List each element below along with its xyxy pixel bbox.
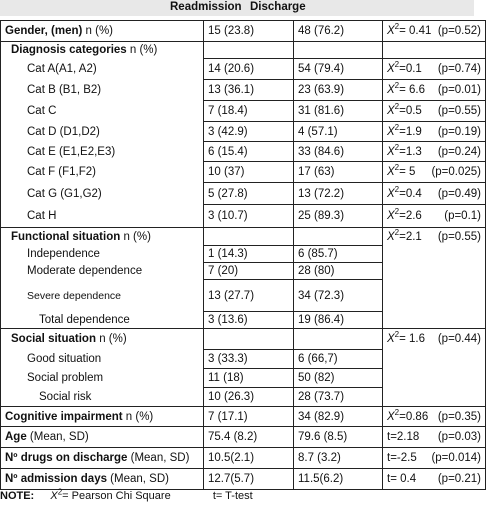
test-cell xyxy=(383,21,486,42)
readmission-cell: 3 (10.7) xyxy=(204,205,294,228)
row-unit: n (%) xyxy=(96,333,127,346)
row-label: Cat B (B1, B2) xyxy=(1,80,204,101)
readmission-cell: 15 (23.8) xyxy=(204,21,294,42)
table-row xyxy=(1,407,486,427)
test-cell xyxy=(383,122,486,142)
readmission-cell: 10 (26.3) xyxy=(204,388,294,407)
p-value: (p=0.01) xyxy=(437,84,481,96)
readmission-cell: 13 (36.1) xyxy=(204,80,294,101)
discharge-cell: 48 (76.2) xyxy=(294,21,383,42)
t-note-text: t= T-test xyxy=(212,490,253,502)
row-unit: (Mean, SD) xyxy=(127,452,190,464)
chi-symbol: X xyxy=(387,125,395,138)
readmission-cell: 3 (33.3) xyxy=(204,350,294,369)
table-row xyxy=(1,263,486,280)
test-cell xyxy=(383,329,486,350)
row-label: Total dependence xyxy=(1,312,204,329)
results-table xyxy=(0,20,486,490)
row-label: Functional situation xyxy=(11,230,121,243)
table-row xyxy=(1,42,486,59)
readmission-cell: 1 (14.3) xyxy=(204,246,294,263)
row-unit: n (%) xyxy=(82,25,113,37)
table-row xyxy=(1,101,486,122)
test-cell xyxy=(383,469,486,490)
test-value: $^2$=1.9 xyxy=(394,122,422,138)
test-value: t= 0.4 xyxy=(387,473,417,485)
chi-superscript: 2 xyxy=(394,207,400,217)
p-value: (p=0.49) xyxy=(437,187,481,200)
note-label: NOTE: xyxy=(0,490,35,502)
p-value: (p=0.55) xyxy=(437,230,481,243)
readmission-cell: 11 (18) xyxy=(204,369,294,388)
row-label: Severe dependence xyxy=(1,280,204,312)
row-label: Cat H xyxy=(1,205,204,228)
chi-symbol: X xyxy=(387,145,395,158)
table-row xyxy=(1,142,486,162)
p-value: (p=0.44) xyxy=(437,333,481,346)
table-row xyxy=(1,205,486,228)
table-row xyxy=(1,246,486,263)
test-value: $^2$= 1.6 xyxy=(394,330,426,346)
row-label: Cognitive impairment xyxy=(5,410,123,423)
chi-symbol: X xyxy=(387,166,395,178)
row-label: Cat F (F1,F2) xyxy=(1,162,204,183)
test-cell xyxy=(383,407,486,427)
table-row xyxy=(1,122,486,142)
test-cell xyxy=(383,448,486,469)
p-value: (p=0.74) xyxy=(437,63,481,75)
row-label: Social situation xyxy=(11,333,96,346)
test-value: $^2$=0.4 xyxy=(394,184,422,200)
chi-superscript: 2 xyxy=(394,184,400,194)
table-row xyxy=(1,350,486,369)
p-value: (p=0.025) xyxy=(431,166,481,178)
table-row xyxy=(1,280,486,312)
discharge-cell: 34 (82.9) xyxy=(294,407,383,427)
readmission-cell: 12.7(5.7) xyxy=(204,469,294,490)
discharge-cell: 13 (72.2) xyxy=(294,183,383,205)
discharge-cell: 79.6 (8.5) xyxy=(294,427,383,448)
row-label: Cat C xyxy=(1,101,204,122)
p-value: (p=0.21) xyxy=(437,473,481,485)
discharge-cell: 31 (81.6) xyxy=(294,101,383,122)
discharge-cell: 8.7 (3.2) xyxy=(294,448,383,469)
readmission-cell: 6 (15.4) xyxy=(204,142,294,162)
discharge-cell: 17 (63) xyxy=(294,162,383,183)
chi-symbol: X xyxy=(387,410,395,423)
chi-superscript: 2 xyxy=(57,487,63,497)
test-value: $^2$= 5 xyxy=(394,163,416,178)
chi-superscript: 2 xyxy=(394,227,400,237)
test-cell xyxy=(383,228,486,246)
p-value: (p=0.52) xyxy=(437,25,481,37)
table-row xyxy=(1,162,486,183)
discharge-cell: 25 (89.3) xyxy=(294,205,383,228)
table-row xyxy=(1,59,486,80)
table-header xyxy=(0,0,474,16)
row-label: Cat E (E1,E2,E3) xyxy=(1,142,204,162)
readmission-cell: 7 (17.1) xyxy=(204,407,294,427)
discharge-cell: 33 (84.6) xyxy=(294,142,383,162)
chi-superscript: 2 xyxy=(394,142,400,152)
table-row xyxy=(1,369,486,388)
test-value: $^2$=2.1 xyxy=(394,227,422,243)
row-unit: n (%) xyxy=(120,230,151,243)
p-value: (p=0.55) xyxy=(437,105,481,117)
discharge-cell: 54 (79.4) xyxy=(294,59,383,80)
test-value: $^2$=0.1 xyxy=(394,60,422,75)
row-unit: (Mean, SD) xyxy=(26,431,89,443)
chi-symbol: X xyxy=(50,490,58,502)
test-value: $^2$=0.86 xyxy=(394,407,429,423)
p-value: (p=0.35) xyxy=(437,410,481,423)
table-row xyxy=(1,228,486,246)
chi-symbol: X xyxy=(387,25,395,37)
row-unit: (Mean, SD) xyxy=(106,473,169,485)
test-value: $^2$=2.6 xyxy=(394,207,422,222)
row-label: Social problem xyxy=(1,369,204,388)
p-value: (p=0.03) xyxy=(437,431,481,443)
row-label: Cat A(A1, A2) xyxy=(1,59,204,80)
chi-symbol: X xyxy=(387,230,395,243)
chi-symbol: X xyxy=(387,105,395,117)
discharge-cell: 50 (82) xyxy=(294,369,383,388)
readmission-cell: 10.5(2.1) xyxy=(204,448,294,469)
chi-superscript: 2 xyxy=(394,22,400,32)
discharge-cell: 34 (72.3) xyxy=(294,280,383,312)
readmission-cell: 13 (27.7) xyxy=(204,280,294,312)
chi-superscript: 2 xyxy=(394,102,400,112)
test-cell xyxy=(383,205,486,228)
chi-symbol: X xyxy=(387,333,395,346)
test-cell xyxy=(383,162,486,183)
row-label: Diagnosis categories xyxy=(11,44,127,57)
chi-superscript: 2 xyxy=(394,81,400,91)
test-value: $^2$= 0.41 xyxy=(394,22,432,37)
discharge-cell: 28 (73.7) xyxy=(294,388,383,407)
test-cell xyxy=(383,183,486,205)
table-row xyxy=(1,312,486,329)
test-cell xyxy=(383,142,486,162)
readmission-cell: 3 (13.6) xyxy=(204,312,294,329)
readmission-cell: 75.4 (8.2) xyxy=(204,427,294,448)
chi-superscript: 2 xyxy=(394,163,400,173)
row-label: Moderate dependence xyxy=(1,263,204,280)
test-cell xyxy=(383,59,486,80)
test-value: t=-2.5 xyxy=(387,452,417,464)
table-row xyxy=(1,21,486,42)
discharge-cell: 4 (57.1) xyxy=(294,122,383,142)
discharge-cell: 23 (63.9) xyxy=(294,80,383,101)
discharge-cell: 6 (66,7) xyxy=(294,350,383,369)
table-row xyxy=(1,427,486,448)
p-value: (p=0.19) xyxy=(437,125,481,138)
test-cell xyxy=(383,80,486,101)
test-value: t=2.18 xyxy=(387,431,420,443)
readmission-cell: 14 (20.6) xyxy=(204,59,294,80)
row-label: Nº drugs on discharge xyxy=(5,452,128,464)
table-row xyxy=(1,388,486,407)
test-cell xyxy=(383,427,486,448)
row-label: Social risk xyxy=(1,388,204,407)
row-label: Age xyxy=(5,431,27,443)
chi-superscript: 2 xyxy=(394,122,400,132)
p-value: (p=0.014) xyxy=(431,452,481,464)
discharge-cell: 19 (86.4) xyxy=(294,312,383,329)
row-label: Cat G (G1,G2) xyxy=(1,183,204,205)
test-value: $^2$=0.5 xyxy=(394,102,422,117)
readmission-cell: 7 (20) xyxy=(204,263,294,280)
readmission-header: Readmission xyxy=(170,1,242,13)
discharge-cell: 11.5(6.2) xyxy=(294,469,383,490)
chi-symbol: X xyxy=(387,187,395,200)
table-row xyxy=(1,329,486,350)
chi-note-text: = Pearson Chi Square xyxy=(62,490,171,502)
row-unit: n (%) xyxy=(126,44,158,57)
discharge-cell: 6 (85.7) xyxy=(294,246,383,263)
readmission-cell: 3 (42.9) xyxy=(204,122,294,142)
chi-symbol: X xyxy=(387,84,395,96)
test-value: $^2$=1.3 xyxy=(394,142,422,158)
chi-superscript: 2 xyxy=(394,330,400,340)
p-value: (p=0.24) xyxy=(437,145,481,158)
row-label: Independence xyxy=(1,246,204,263)
readmission-cell: 10 (37) xyxy=(204,162,294,183)
test-value: $^2$= 6.6 xyxy=(394,81,426,96)
table-row xyxy=(1,469,486,490)
table-row xyxy=(1,183,486,205)
row-label: Good situation xyxy=(1,350,204,369)
chi-superscript: 2 xyxy=(394,407,400,417)
table-row xyxy=(1,80,486,101)
p-value: (p=0.1) xyxy=(444,210,481,222)
row-label: Cat D (D1,D2) xyxy=(1,122,204,142)
row-label: Gender, (men) xyxy=(5,25,83,37)
table-row xyxy=(1,448,486,469)
row-label: Nº admission days xyxy=(5,473,107,485)
row-unit: n (%) xyxy=(122,410,154,423)
chi-symbol: X xyxy=(387,63,395,75)
discharge-cell: 28 (80) xyxy=(294,263,383,280)
readmission-cell: 5 (27.8) xyxy=(204,183,294,205)
table-note xyxy=(0,487,253,502)
test-cell xyxy=(383,101,486,122)
chi-symbol: X xyxy=(387,210,395,222)
readmission-cell: 7 (18.4) xyxy=(204,101,294,122)
chi-superscript: 2 xyxy=(394,60,400,70)
discharge-header: Discharge xyxy=(250,1,306,13)
